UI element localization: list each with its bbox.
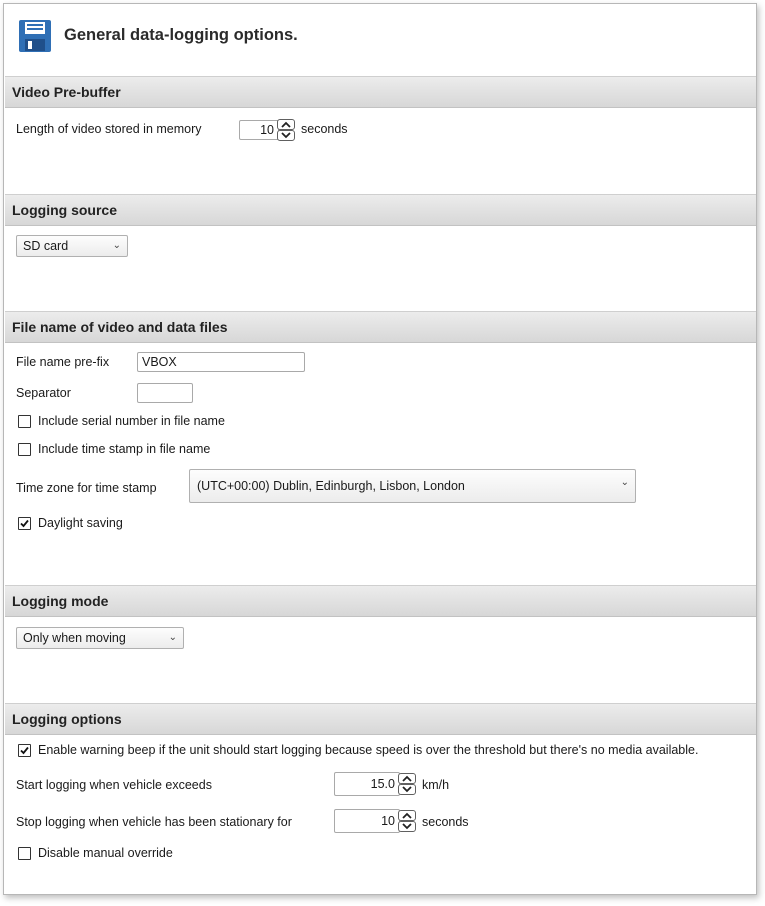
logging-mode-select[interactable]	[16, 627, 184, 649]
stop-time-unit: seconds	[422, 815, 469, 829]
settings-panel	[3, 3, 757, 895]
stepper-up-button[interactable]	[398, 810, 416, 821]
chevron-down-icon: ⌄	[620, 477, 629, 488]
section-heading: Logging source	[12, 202, 117, 218]
start-logging-label: Start logging when vehicle exceeds	[16, 778, 212, 792]
chevron-down-icon	[281, 132, 291, 139]
separator-label: Separator	[16, 386, 71, 400]
stepper-down-button[interactable]	[398, 821, 416, 832]
selected-value: Only when moving	[23, 631, 126, 645]
stepper-up-button[interactable]	[277, 119, 295, 130]
page-title: General data-logging options.	[64, 26, 298, 44]
stop-time-input[interactable]: 10	[334, 809, 400, 833]
floppy-disk-icon	[18, 19, 52, 53]
video-length-unit: seconds	[301, 122, 348, 136]
manual-override-label: Disable manual override	[38, 846, 173, 860]
start-speed-stepper[interactable]	[398, 773, 416, 795]
timezone-label: Time zone for time stamp	[16, 481, 157, 495]
daylight-checkbox[interactable]	[18, 517, 31, 530]
section-logging-options	[5, 703, 756, 735]
section-heading: File name of video and data files	[12, 319, 228, 335]
daylight-label: Daylight saving	[38, 516, 123, 530]
section-video-prebuffer	[5, 76, 756, 108]
section-logging-mode	[5, 585, 756, 617]
section-logging-source	[5, 194, 756, 226]
chevron-down-icon	[402, 823, 412, 830]
logging-source-select[interactable]	[16, 235, 128, 257]
section-heading: Video Pre-buffer	[12, 84, 121, 100]
chevron-up-icon	[402, 812, 412, 819]
start-speed-unit: km/h	[422, 778, 450, 792]
stepper-down-button[interactable]	[398, 784, 416, 795]
selected-value: SD card	[23, 239, 69, 253]
section-file-name	[5, 311, 756, 343]
separator-input[interactable]	[137, 383, 193, 403]
stepper-down-button[interactable]	[277, 130, 295, 141]
section-heading: Logging options	[12, 711, 122, 727]
video-length-input[interactable]: 10	[239, 120, 279, 140]
chevron-up-icon	[402, 775, 412, 782]
video-length-label: Length of video stored in memory	[16, 122, 202, 136]
timestamp-label: Include time stamp in file name	[38, 442, 211, 456]
serial-checkbox[interactable]	[18, 415, 31, 428]
chevron-down-icon	[402, 786, 412, 793]
stepper-up-button[interactable]	[398, 773, 416, 784]
stop-time-stepper[interactable]	[398, 810, 416, 832]
chevron-up-icon	[281, 121, 291, 128]
chevron-down-icon: ⌄	[168, 632, 177, 643]
start-speed-input[interactable]: 15.0	[334, 772, 400, 796]
section-heading: Logging mode	[12, 593, 109, 609]
serial-label: Include serial number in file name	[38, 414, 225, 428]
manual-override-checkbox[interactable]	[18, 847, 31, 860]
warning-beep-checkbox[interactable]	[18, 744, 31, 757]
video-length-stepper[interactable]	[277, 119, 295, 141]
stop-logging-label: Stop logging when vehicle has been stationary for	[16, 815, 292, 829]
timestamp-checkbox[interactable]	[18, 443, 31, 456]
chevron-down-icon: ⌄	[112, 240, 121, 251]
warning-beep-label: Enable warning beep if the unit should start logging because speed is over the threshold but there's no media available.	[38, 743, 699, 757]
timezone-select[interactable]	[189, 469, 636, 503]
prefix-input[interactable]: VBOX	[137, 352, 305, 372]
selected-value: (UTC+00:00) Dublin, Edinburgh, Lisbon, London	[197, 479, 465, 493]
checkmark-icon	[19, 745, 30, 756]
checkmark-icon	[19, 518, 30, 529]
prefix-label: File name pre-fix	[16, 355, 110, 369]
